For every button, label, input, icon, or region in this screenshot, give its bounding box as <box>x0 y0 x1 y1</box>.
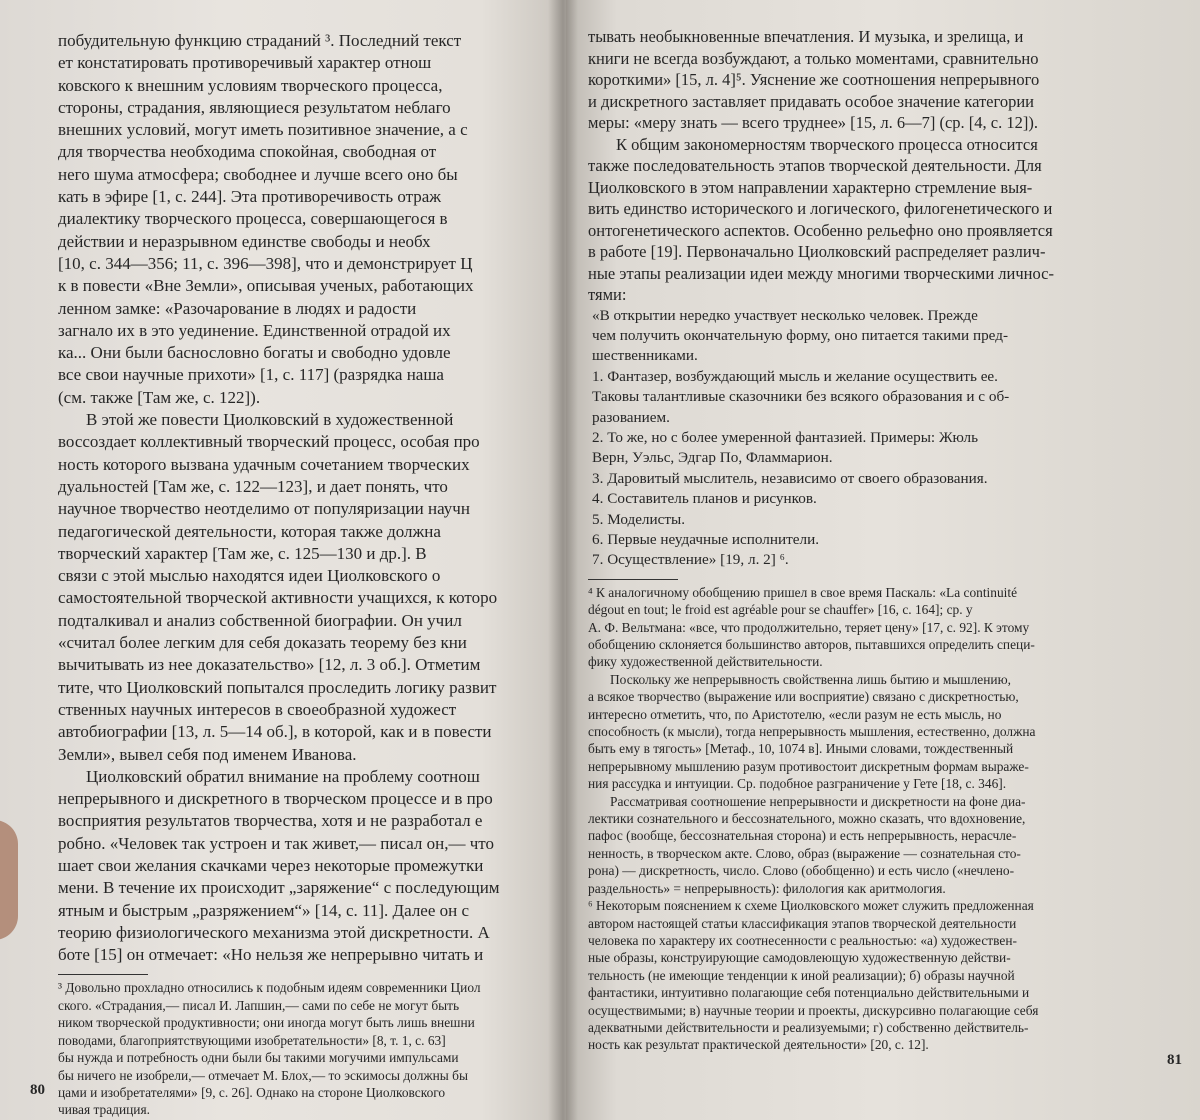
quote-line: 5. Моделисты. <box>592 510 686 528</box>
text-line: теорию физиологического механизма этой дискретности. А <box>58 922 490 942</box>
footnote-line: Поскольку же непрерывность свойственна лишь бытию и мышлению, <box>610 671 1011 687</box>
right-footnotes <box>588 584 1182 1054</box>
text-line: диалектику творческого процесса, совершающегося в <box>58 209 448 229</box>
quote-line: 1. Фантазер, возбуждающий мысль и желание осуществить ее. <box>592 367 998 385</box>
footnote-line: обобщению склоняется большинство авторов, пытавшихся определить специ- <box>588 637 1035 652</box>
footnote-line: ского. «Страдания,— писал И. Лапшин,— сами по себе не могут быть <box>58 997 460 1013</box>
text-line: загнало их в это уединение. Единственной отрадой их <box>58 320 451 340</box>
text-line: ственных научных интересов в своеобразной художест <box>58 699 457 719</box>
text-line: (см. также [Там же, с. 122]). <box>58 387 261 407</box>
text-line: к в повести «Вне Земли», описывая ученых, работающих <box>58 276 474 296</box>
text-line: тями: <box>588 285 627 304</box>
footnote-line: ³ Довольно прохладно относились к подобным идеям современники Циол <box>58 980 481 996</box>
left-main-text <box>58 30 556 1119</box>
text-line: меры: «меру знать — всего труднее» [15, л. 6—7] (ср. [4, с. 12]). <box>588 113 1038 132</box>
footnote-line: тельность (не имеющие тенденции к иной реализации); б) образы научной <box>588 967 1015 983</box>
text-line: Земли», вывел себя под именем Иванова. <box>58 744 357 764</box>
text-line: автобиографии [13, л. 5—14 об.], в которой, как и в повести <box>58 722 492 742</box>
quote-line: «В открытии нередко участвует несколько человек. Прежде <box>592 306 978 324</box>
text-line: него шума атмосфера; свободнее и лучше всего оно бы <box>58 164 458 184</box>
footnote-line: лектики сознательного и бессознательного, можно сказать, что вдохновение, <box>588 811 1026 827</box>
text-line: внешних условий, могут иметь позитивное значение, а с <box>58 120 468 140</box>
text-line: К общим закономерностям творческого процесса относится <box>616 134 1038 154</box>
quote-line: чем получить окончательную форму, оно питается такими пред- <box>592 326 1009 344</box>
text-line: самостоятельной творческой активности учащихся, к которо <box>58 588 498 608</box>
text-line: и дискретного заставляет придавать особое значение категории <box>588 91 1035 111</box>
text-line: Циолковский обратил внимание на проблему соотнош <box>86 766 480 786</box>
text-line: непрерывного и дискретного в творческом процессе и в про <box>58 789 493 809</box>
text-line: все свои научные прихоти» [1, с. 117] (разрядка наша <box>58 365 444 385</box>
footnote-line: ные образы, конструирующие самодовлеющую художественную действи- <box>588 950 1011 966</box>
quote-line: 2. То же, но с более умеренной фантазией. Примеры: Жюль <box>592 428 979 446</box>
right-page-number: 81 <box>1167 1052 1182 1068</box>
text-line: ет констатировать противоречивый характер отнош <box>58 53 432 73</box>
text-line: побудительную функцию страданий ³. Последний текст <box>58 31 462 50</box>
footnote-line: А. Ф. Вельтмана: «все, что продолжительно, теряет цену» [17, с. 92]. К этому <box>588 619 1030 635</box>
footnote-line: dégout en tout; le froid est agréable pour se chauffer» [16, с. 164]; ср. у <box>588 602 973 618</box>
text-line: ковского к внешним условиям творческого процесса, <box>58 75 443 95</box>
right-main-text <box>588 26 1182 1054</box>
left-page <box>0 0 566 1120</box>
footnote-line: фику художественной действительности. <box>588 654 823 670</box>
text-line: вить единство исторического и логического, филогенетического и <box>588 199 1053 218</box>
footnote-line: а всякое творчество (выражение или восприятие) связано с дискретностью, <box>588 689 1019 705</box>
quote-line: 7. Осуществление» [19, л. 2] ⁶. <box>592 551 789 569</box>
book-gutter <box>548 0 578 1120</box>
text-line: «считал более легким для себя доказать теорему без кни <box>58 633 467 653</box>
text-line: ные этапы реализации идеи между многими творческими личнос- <box>588 263 1054 283</box>
footnote-line: интересно отметить, что, по Аристотелю, «если разум не есть мысль, но <box>588 706 1002 722</box>
text-line: [10, с. 344—356; 11, с. 396—398], что и демонстрирует Ц <box>58 253 473 273</box>
text-line: ятным и быстрым „разряжением“» [14, с. 11]. Далее он с <box>58 900 470 920</box>
footnote-line: непрерывному мышлению разум противостоит дискретным формам выраже- <box>588 758 1029 774</box>
text-line: боте [15] он отмечает: «Но нельзя же непрерывно читать и <box>58 945 484 965</box>
text-line: В этой же повести Циолковский в художественной <box>86 410 454 430</box>
thumb <box>0 820 18 940</box>
quote-line: Таковы талантливые сказочники без всякого образования и с об- <box>592 388 1010 406</box>
right-quote-block <box>592 306 1182 571</box>
footnote-line: ником творческой продуктивности; они иногда могут быть лишь внешни <box>58 1015 475 1031</box>
text-line: робно. «Человек так устроен и так живет,— писал он,— что <box>58 833 495 853</box>
text-line: действии и неразрывном единстве свободы и необх <box>58 231 431 251</box>
text-line: научное творчество неотделимо от популяризации научн <box>58 499 470 519</box>
footnote-line: способность (к мысли), тогда непрерывность мышления, естественно, должна <box>588 724 1036 740</box>
text-line: онтогенетического аспектов. Особенно рельефно оно проявляется <box>588 220 1053 240</box>
right-page <box>566 0 1200 1120</box>
footnote-line: адекватными действительности и реализуемыми; г) собственно действитель- <box>588 1019 1029 1035</box>
right-footnote-rule <box>588 579 678 580</box>
text-line: кать в эфире [1, с. 244]. Эта противоречивость отраж <box>58 187 442 207</box>
text-line: педагогической деятельности, которая также должна <box>58 521 441 541</box>
text-line: стороны, страдания, являющиеся результатом неблаго <box>58 97 451 117</box>
quote-line: 3. Даровитый мыслитель, независимо от своего образования. <box>592 469 988 487</box>
text-line: ленном замке: «Разочарование в людях и радости <box>58 298 417 318</box>
text-line: короткими» [15, л. 4]⁵. Уяснение же соотношения непрерывного <box>588 70 1040 89</box>
quote-line: Верн, Уэльс, Эдгар По, Фламмарион. <box>592 449 833 467</box>
text-line: творческий характер [Там же, с. 125—130 и др.]. В <box>58 543 427 563</box>
quote-line: 6. Первые неудачные исполнители. <box>592 530 820 548</box>
text-line: дуальностей [Там же, с. 122—123], и дает понять, что <box>58 476 448 496</box>
footnote-line: ⁶ Некоторым пояснением к схеме Циолковского может служить предложенная <box>588 898 1034 914</box>
footnote-line: ность как результат практической деятельности» [20, с. 12]. <box>588 1037 929 1053</box>
footnote-line: цами и изобретателями» [9, с. 26]. Однако на стороне Циолковского <box>58 1084 446 1100</box>
left-footnote <box>58 979 556 1118</box>
footnote-line: поводами, благоприятствующими изобретательности» [8, т. 1, с. 63] <box>58 1032 446 1048</box>
quote-line: шественниками. <box>592 347 698 365</box>
text-line: тывать необыкновенные впечатления. И музыка, и зрелища, и <box>588 27 1024 46</box>
footnote-line: бы нужда и потребность одни были бы такими могучими импульсами <box>58 1050 459 1066</box>
text-line: ка... Они были баснословно богаты и свободно удовле <box>58 343 451 363</box>
left-text-lines <box>58 30 556 966</box>
left-page-number: 80 <box>30 1082 45 1098</box>
text-line: ность которого вызвана удачным сочетанием творческих <box>58 454 470 474</box>
text-line: подталкивал и анализ собственной биографии. Он учил <box>58 610 462 630</box>
footnote-line: ненность, в творческом акте. Слово, образ (выражение — сознательная сто- <box>588 845 1021 861</box>
footnote-line: Рассматривая соотношение непрерывности и дискретности на фоне диа- <box>610 793 1026 809</box>
text-line: шает свои желания скачками через некоторые промежутки <box>58 855 484 875</box>
quote-line: 4. Составитель планов и рисунков. <box>592 490 817 508</box>
footnote-line: бы ничего не изобрели,— отмечает М. Блох,— то эскимосы должны бы <box>58 1067 468 1083</box>
footnote-line: быть ему в тягость» [Метаф., 10, 1074 в]. Иными словами, тождественный <box>588 741 1014 757</box>
text-line: Циолковского в этом направлении характерно стремление выя- <box>588 177 1033 197</box>
text-line: связи с этой мыслью находятся идеи Циолковского о <box>58 566 441 586</box>
quote-line: разованием. <box>592 408 670 426</box>
text-line: мени. В течение их происходит „заряжение“ с последующим <box>58 878 500 898</box>
text-line: книги не всегда возбуждают, а только моментами, сравнительно <box>588 48 1039 68</box>
text-line: воссоздает коллективный творческий процесс, особая про <box>58 432 480 452</box>
footnote-line: осуществимыми; в) научные теории и проекты, дискурсивно полагающие себя <box>588 1002 1039 1018</box>
text-line: в работе [19]. Первоначально Циолковский распределяет различ- <box>588 242 1046 261</box>
text-line: также последовательность этапов творческой деятельности. Для <box>588 156 1042 175</box>
footnote-line: раздельность» = непрерывность): филология как аритмология. <box>588 880 946 896</box>
footnote-line: чивая традиция. <box>58 1102 150 1118</box>
text-line: для творчества необходима спокойная, свободная от <box>58 142 437 162</box>
footnote-line: автором настоящей статьи классификация этапов творческой деятельности <box>588 915 1017 931</box>
text-line: восприятия результатов творчества, хотя и не разработал е <box>58 811 483 831</box>
right-text-lines <box>588 26 1182 306</box>
footnote-line: ⁴ К аналогичному обобщению пришел в свое время Паскаль: «La continuité <box>588 584 1018 600</box>
footnote-line: ния рассудка и интуиции. Ср. подобное разграничение у Гете [18, с. 346]. <box>588 776 1007 792</box>
footnote-line: пафос (вообще, бессознательная сторона) и есть непрерывность, нерасчле- <box>588 828 1017 844</box>
footnote-line: фантастики, интуитивно полагающие себя потенциально действительными и <box>588 985 1030 1001</box>
text-line: вычитывать из нее доказательство» [12, л. 3 об.]. Отметим <box>58 655 481 675</box>
footnote-line: человека по характеру их соотнесенности с реальностью: «а) художествен- <box>588 932 1017 948</box>
footnote-line: рона) — дискретность, число. Слово (обобщенно) и есть число («нечлено- <box>588 863 1015 879</box>
text-line: тите, что Циолковский попытался проследить логику развит <box>58 677 497 697</box>
left-footnote-rule <box>58 974 148 975</box>
